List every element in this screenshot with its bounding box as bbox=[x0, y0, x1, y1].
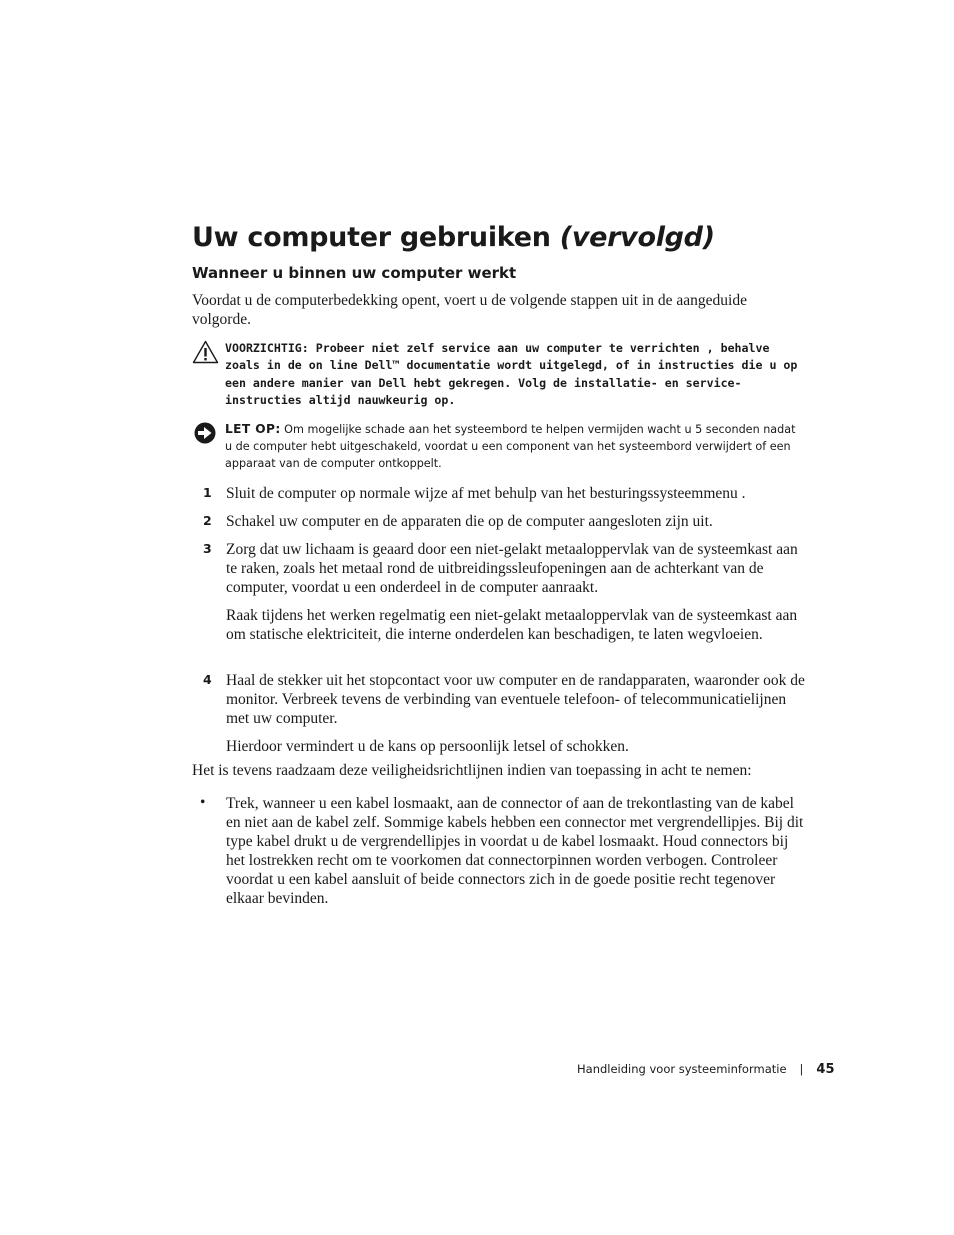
caution-text bbox=[225, 340, 805, 409]
notice-body: Om mogelijke schade aan het systeembord te helpen vermijden wacht u 5 seconden nadat u de computer hebt uitgeschakeld, voordat u een component van het systeembord verwijdert of een apparaat van de computer ontkoppelt. bbox=[225, 423, 796, 470]
notice-text bbox=[225, 421, 805, 472]
title-continued: (vervolgd) bbox=[559, 222, 715, 253]
step-number: 4 bbox=[203, 672, 212, 687]
page-title bbox=[192, 222, 715, 253]
page-number: 45 bbox=[816, 1062, 835, 1077]
step-text: Schakel uw computer en de apparaten die op de computer aangesloten zijn uit. bbox=[226, 513, 713, 530]
step-number: 1 bbox=[203, 485, 212, 500]
step-content bbox=[226, 540, 806, 660]
footer-doc-title: Handleiding voor systeeminformatie bbox=[577, 1062, 787, 1076]
notice-label: LET OP: bbox=[225, 422, 281, 436]
bullet-text: Trek, wanneer u een kabel losmaakt, aan de connector of aan de trekontlasting van de kabel en niet aan de kabel zelf. Sommige kabels hebben een connector met vergrendellipjes. Bij dit type kabel drukt u de vergrendellipjes in voordat u de kabel losmaakt. Houd connectors bij het lostrekken recht om te voorkomen dat connectorpinnen worden verbogen. Controleer voordat u een kabel aansluit of beide connectors zich in de goede positie recht tegenover elkaar bevinden. bbox=[226, 795, 804, 907]
step-text: Sluit de computer op normale wijze af met behulp van het besturingssysteemmenu . bbox=[226, 485, 746, 502]
step-text: Haal de stekker uit het stopcontact voor uw computer en de randapparaten, waaronder ook de monitor. Verbreek tevens de verbinding van eventuele telefoon- of telecommunicatielijnen met uw computer. bbox=[226, 672, 805, 727]
step-content bbox=[226, 671, 806, 772]
caution-body: Probeer niet zelf service aan uw computer te verrichten , behalve zoals in de on line Dell™ documentatie wordt uitgelegd, of in instructies die u op een andere manier van Dell hebt gekregen. Volg de installatie- en service-instructies altijd nauwkeurig op. bbox=[225, 341, 798, 407]
title-text: Uw computer gebruiken bbox=[192, 222, 551, 253]
warning-triangle-icon bbox=[192, 340, 219, 364]
bullet-mark: • bbox=[200, 794, 206, 811]
page-footer bbox=[577, 1062, 835, 1077]
section-heading: Wanneer u binnen uw computer werkt bbox=[192, 264, 517, 282]
step-number: 2 bbox=[203, 513, 212, 528]
caution-label: VOORZICHTIG: bbox=[225, 341, 309, 355]
step-number: 3 bbox=[203, 541, 212, 556]
footer-separator: | bbox=[799, 1062, 804, 1076]
step-text: Zorg dat uw lichaam is geaard door een niet-gelakt metaaloppervlak van de systeemkast aan te raken, zoals het metaal rond de uitbreidingssleufopeningen aan de achterkant van de computer, voordat u een onderdeel in de computer aanraakt. bbox=[226, 541, 798, 596]
notice-arrow-icon bbox=[192, 421, 219, 445]
step-extra-text: Hierdoor vermindert u de kans op persoonlijk letsel of schokken. bbox=[226, 738, 629, 755]
step-extra-text: Raak tijdens het werken regelmatig een niet-gelakt metaaloppervlak van de systeemkast aan om statische elektriciteit, die interne onderdelen kan beschadigen, te laten wegvloeien. bbox=[226, 607, 798, 643]
intro-paragraph: Voordat u de computerbedekking opent, voert u de volgende stappen uit in de aangeduide volgorde. bbox=[192, 292, 747, 328]
guidelines-intro: Het is tevens raadzaam deze veiligheidsrichtlijnen indien van toepassing in acht te nemen: bbox=[192, 762, 752, 779]
